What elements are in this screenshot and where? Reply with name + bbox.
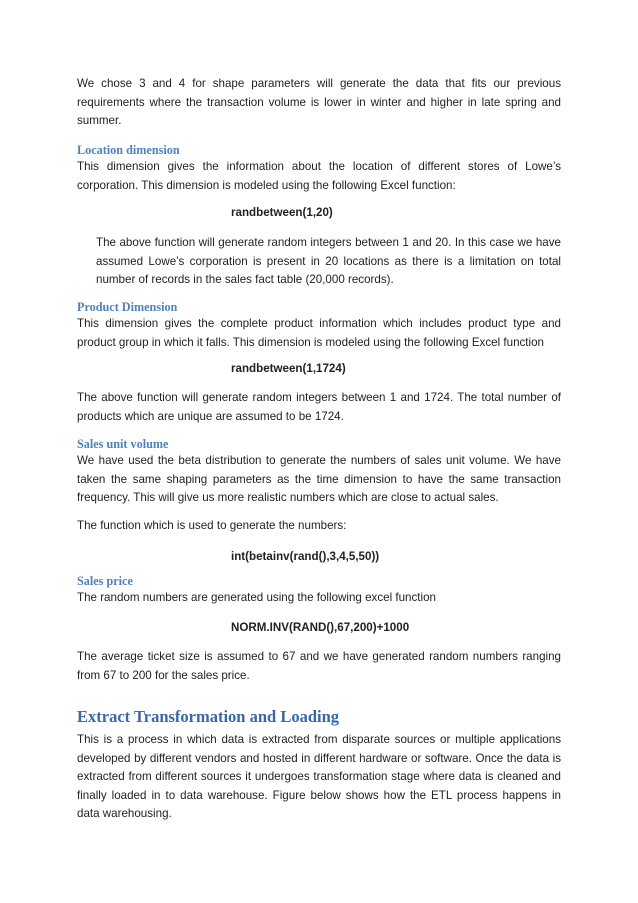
sales-unit-text: We have used the beta distribution to generate the numbers of sales unit volume. We have taken the same shaping parameters as the time dimension to have the same transaction frequency. This will give us more realistic numbers which are close to actual sales. — [77, 454, 561, 504]
location-note: The above function will generate random integers between 1 and 20. In this case we have assumed Lowe’s corporation is present in 20 locations as there is a limitation on total number of records in the sales fact table (20,000 records). — [96, 236, 561, 286]
sales-price-text: The random numbers are generated using the following excel function — [77, 591, 436, 604]
sales-unit-lead: The function which is used to generate the numbers: — [77, 519, 347, 532]
location-note-block — [96, 234, 561, 290]
product-formula: randbetween(1,1724) — [231, 362, 346, 375]
sales-unit-lead-block — [77, 517, 561, 536]
product-section — [77, 299, 561, 352]
location-section — [77, 142, 561, 195]
intro-paragraph — [77, 75, 561, 131]
sales-price-heading: Sales price — [77, 574, 133, 588]
etl-section — [77, 707, 561, 824]
etl-text: This is a process in which data is extracted from disparate sources or multiple applications developed by different vendors and hosted in different hardware or software. Once the data is extracted from different sources it undergoes transformation stage where data is cleaned and finally loaded in to data warehouse. Figure below shows how the ETL process happens in data warehousing. — [77, 733, 561, 820]
intro-text: We chose 3 and 4 for shape parameters will generate the data that fits our previous requirements where the transaction volume is lower in winter and higher in late spring and summer. — [77, 77, 561, 127]
location-heading: Location dimension — [77, 143, 180, 157]
product-text: This dimension gives the complete product information which includes product type and product group in which it falls. This dimension is modeled using the following Excel function — [77, 317, 561, 349]
sales-unit-section — [77, 436, 561, 508]
product-heading: Product Dimension — [77, 300, 178, 314]
location-formula: randbetween(1,20) — [231, 206, 333, 219]
sales-unit-formula: int(betainv(rand(),3,4,5,50)) — [231, 550, 380, 563]
sales-price-formula: NORM.INV(RAND(),67,200)+1000 — [231, 621, 410, 634]
sales-price-note-block — [77, 648, 561, 685]
product-note-block — [77, 389, 561, 426]
product-note: The above function will generate random integers between 1 and 1724. The total number of products which are unique are assumed to be 1724. — [77, 391, 561, 423]
etl-heading: Extract Transformation and Loading — [77, 707, 340, 726]
sales-unit-heading: Sales unit volume — [77, 437, 169, 451]
location-text: This dimension gives the information about the location of different stores of Lowe’s corporation. This dimension is modeled using the following Excel function: — [77, 160, 561, 192]
sales-price-section — [77, 573, 561, 608]
sales-price-note: The average ticket size is assumed to 67 and we have generated random numbers ranging from 67 to 200 for the sales price. — [77, 650, 561, 682]
